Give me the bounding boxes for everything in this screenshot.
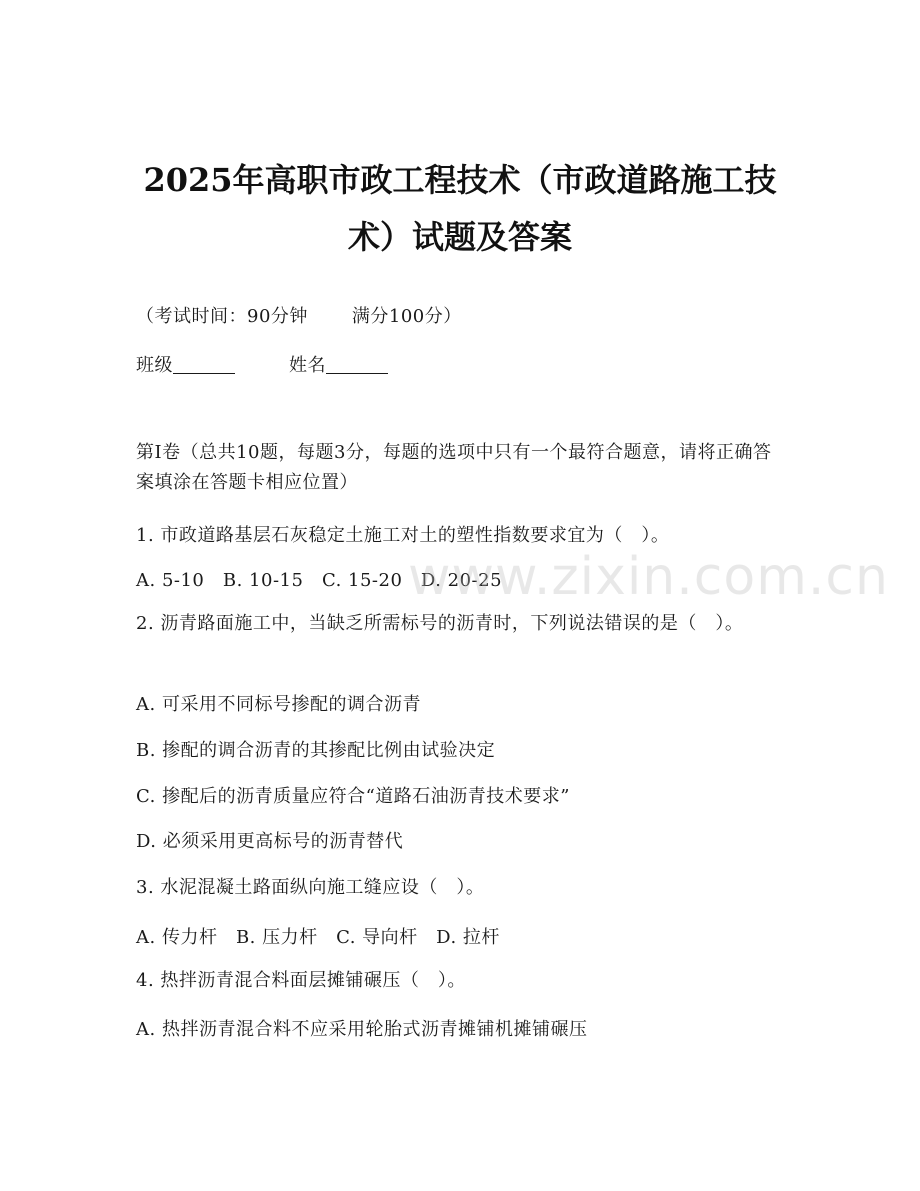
question-2-option-b: B. 掺配的调合沥青的其掺配比例由试验决定 — [136, 740, 496, 761]
question-1-stem: 1. 市政道路基层石灰稳定土施工对土的塑性指数要求宜为（ ）。 — [136, 525, 670, 546]
question-2-option-d: D. 必须采用更高标号的沥青替代 — [136, 831, 404, 852]
exam-time: （考试时间：90分钟 — [136, 306, 308, 327]
class-blank — [173, 355, 235, 374]
name-label: 姓名 — [289, 355, 326, 376]
question-3-stem: 3. 水泥混凝土路面纵向施工缝应设（ ）。 — [136, 877, 485, 898]
student-info — [136, 351, 388, 377]
question-1-options: A. 5-10 B. 10-15 C. 15-20 D. 20-25 — [136, 570, 503, 591]
name-blank — [326, 355, 388, 374]
title-line-1: 2025年高职市政工程技术（市政道路施工技 — [143, 161, 777, 199]
question-4-stem: 4. 热拌沥青混合料面层摊铺碾压（ ）。 — [136, 970, 466, 991]
exam-info — [136, 302, 462, 328]
document-title — [100, 152, 820, 266]
question-2-option-c: C. 掺配后的沥青质量应符合“道路石油沥青技术要求” — [136, 786, 570, 807]
full-score: 满分100分） — [351, 306, 462, 327]
section-intro: 第Ⅰ卷（总共10题，每题3分，每题的选项中只有一个最符合题意，请将正确答案填涂在答题卡相应位置） — [136, 442, 772, 493]
watermark: www.zixin.com.cn — [408, 547, 889, 607]
question-2-option-a: A. 可采用不同标号掺配的调合沥青 — [136, 694, 421, 715]
question-4-option-a: A. 热拌沥青混合料不应采用轮胎式沥青摊铺机摊铺碾压 — [136, 1019, 588, 1040]
question-3-options: A. 传力杆 B. 压力杆 C. 导向杆 D. 拉杆 — [136, 927, 500, 948]
class-label: 班级 — [136, 355, 173, 376]
title-line-2: 术）试题及答案 — [347, 218, 572, 256]
question-2-stem: 2. 沥青路面施工中，当缺乏所需标号的沥青时，下列说法错误的是（ ）。 — [136, 613, 744, 634]
